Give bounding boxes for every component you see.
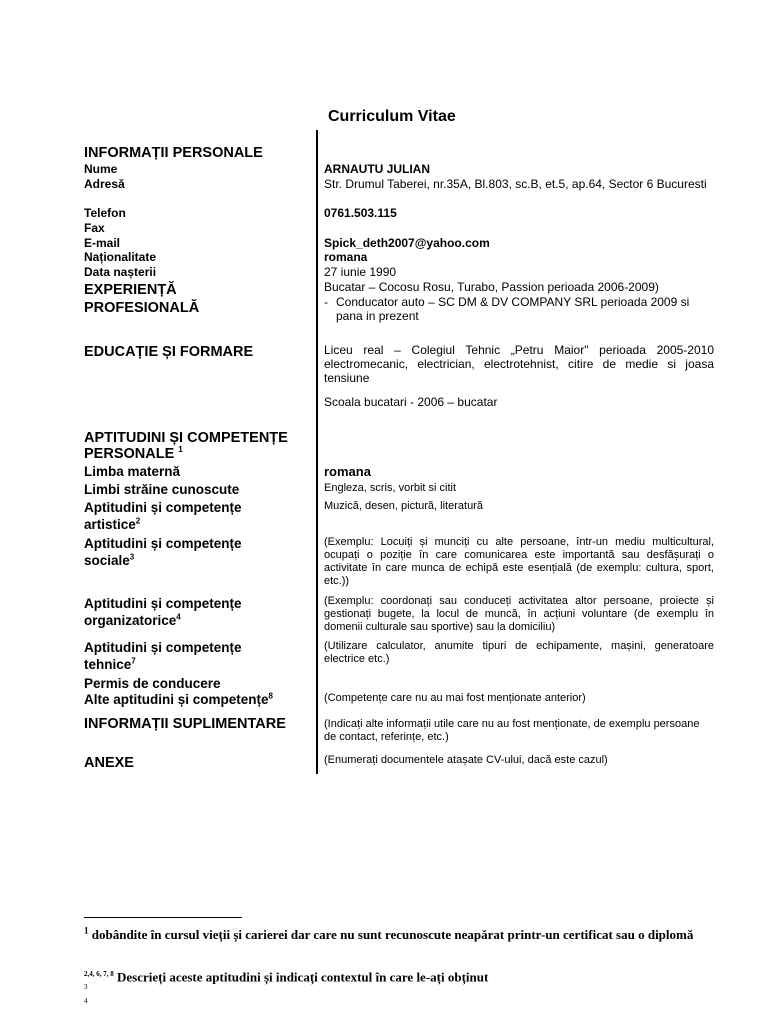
other-skills-value: (Competențe care nu au mai fost menționate anterior)	[324, 692, 586, 704]
fax-label: Fax	[84, 221, 105, 235]
other-skills-sup: 8	[268, 691, 273, 701]
technical-skills-label	[84, 639, 289, 673]
foreign-languages-label: Limbi străine cunoscute	[84, 482, 240, 497]
artistic-skills-label	[84, 499, 289, 533]
footnote-1-text: dobândite în cursul vieții și carierei dar care nu sunt recunoscute neapărat printr-un certificat sau o diplomă	[91, 927, 694, 942]
footnote-1	[84, 924, 724, 945]
other-skills-label	[84, 691, 273, 708]
organizational-skills-label	[84, 595, 309, 629]
nationality-label: Naționalitate	[84, 250, 157, 264]
phone-value: 0761.503.115	[324, 206, 397, 220]
organizational-skills-label-text: Aptitudini și competențe organizatorice	[84, 596, 242, 628]
experience-heading-line1: EXPERIENȚĂ	[84, 282, 177, 298]
artistic-skills-label-text: Aptitudini și competențe artistice	[84, 500, 242, 532]
nationality-value: romana	[324, 250, 368, 264]
additional-info-heading: INFORMAȚII SUPLIMENTARE	[84, 716, 286, 732]
name-label: Nume	[84, 162, 118, 176]
annexes-heading: ANEXE	[84, 755, 134, 771]
social-skills-label	[84, 535, 289, 569]
footnote-4-mark: 4	[84, 997, 88, 1005]
social-skills-value: (Exemplu: Locuiți și munciți cu alte persoane, într-un mediu multicultural, ocupați o poziție în care comunicarea este importantă sau desfășurați o activitate în care munca de echipă este esențială (de exemplu: cultura, sport, etc.))	[324, 536, 714, 587]
technical-skills-sup: 7	[131, 656, 136, 666]
footnote-3-mark: 3	[84, 983, 88, 991]
technical-skills-label-text: Aptitudini și competențe tehnice	[84, 640, 242, 672]
personal-info-heading: INFORMAȚII PERSONALE	[84, 145, 263, 161]
footnote-2-mark: 2,4, 6, 7, 8	[84, 970, 114, 978]
foreign-languages-value: Engleza, scris, vorbit si citit	[324, 482, 457, 494]
education-item-1: Liceu real – Colegiul Tehnic „Petru Maior" perioada 2005-2010 electromecanic, electrician, electrotehnist, citire de medie si joasa tensiune	[324, 343, 714, 385]
experience-heading-line2: PROFESIONALĂ	[84, 300, 200, 316]
education-heading: EDUCAȚIE ȘI FORMARE	[84, 344, 254, 360]
additional-info-value: (Indicați alte informații utile care nu au fost menționate, de exemplu persoane de contact, referințe, etc.)	[324, 718, 700, 743]
column-divider	[316, 130, 318, 774]
experience-item-2: Conducator auto – SC DM & DV COMPANY SRL perioada 2009 si pana in prezent	[336, 295, 690, 323]
education-item-2: Scoala bucatari - 2006 – bucatar	[324, 395, 498, 409]
address-value: Str. Drumul Taberei, nr.35A, Bl.803, sc.B, et.5, ap.64, Sector 6 Bucuresti	[324, 177, 707, 191]
footnote-2	[84, 966, 488, 985]
social-skills-label-text: Aptitudini și competențe sociale	[84, 536, 242, 568]
mother-tongue-label: Limba maternă	[84, 464, 181, 479]
footnote-separator	[84, 917, 242, 918]
birthdate-label: Data nașterii	[84, 265, 157, 279]
birthdate-value: 27 iunie 1990	[324, 265, 397, 279]
organizational-skills-sup: 4	[176, 612, 181, 622]
organizational-skills-value: (Exemplu: coordonați sau conduceți activitatea altor persoane, proiecte și gestionați bugete, la locul de muncă, în acțiuni voluntare (de exemplu în domenii culturale sau sportive) sau la domiciliu)	[324, 595, 714, 633]
artistic-skills-value: Muzică, desen, pictură, literatură	[324, 500, 483, 512]
address-label: Adresă	[84, 177, 125, 191]
experience-item-1: Bucatar – Cocosu Rosu, Turabo, Passion perioada 2006-2009)	[324, 280, 659, 294]
email-value: Spick_deth2007@yahoo.com	[324, 236, 490, 250]
skills-heading	[84, 430, 314, 462]
email-label: E-mail	[84, 236, 121, 250]
skills-heading-sup: 1	[178, 445, 183, 455]
name-value: ARNAUTU JULIAN	[324, 162, 430, 176]
driving-license-label: Permis de conducere	[84, 676, 221, 691]
annexes-value: (Enumerați documentele atașate CV-ului, dacă este cazul)	[324, 754, 608, 766]
social-skills-sup: 3	[129, 552, 135, 562]
footnote-1-mark: 1	[84, 925, 89, 936]
artistic-skills-sup: 2	[135, 516, 141, 526]
technical-skills-value: (Utilizare calculator, anumite tipuri de echipamente, mașini, generatoare electrice etc.)	[324, 640, 714, 665]
other-skills-label-text: Alte aptitudini și competențe	[84, 692, 269, 707]
skills-heading-text: APTITUDINI ȘI COMPETENȚE PERSONALE	[84, 430, 288, 462]
footnote-2-text: Descrieți aceste aptitudini și indicați contextul în care le-ați obținut	[117, 969, 489, 985]
experience-item-2-bullet: -	[324, 295, 328, 309]
document-title: Curriculum Vitae	[328, 108, 456, 125]
phone-label: Telefon	[84, 206, 126, 220]
mother-tongue-value: romana	[324, 464, 371, 479]
